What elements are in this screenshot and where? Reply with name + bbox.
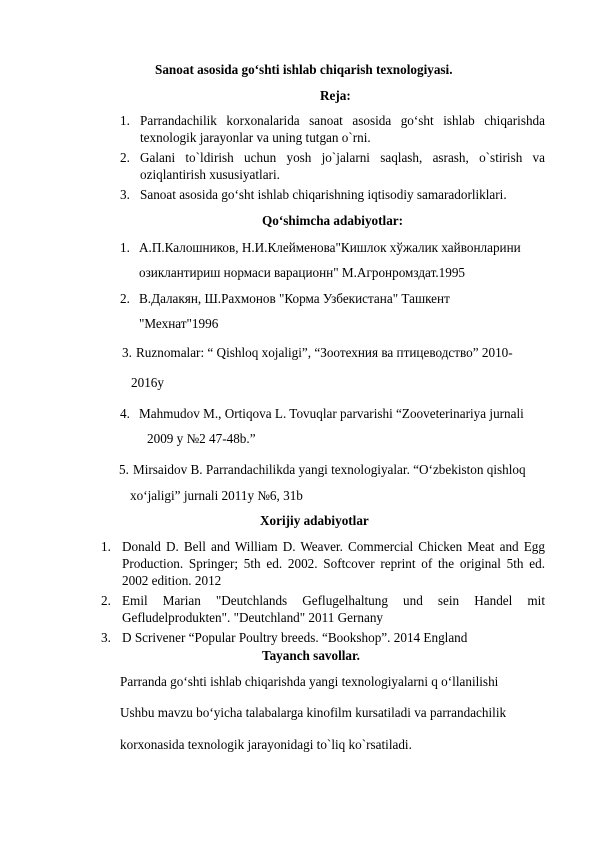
- questions-line: Parranda go‘shti ishlab chiqarishda yangi texnologiyalarni q o‘llanilishi: [120, 674, 499, 689]
- extra-lit-text: Mirsaidov B. Parrandachilikda yangi texnologiyalar. “O‘zbekiston qishloq: [133, 462, 526, 477]
- plan-item-number: 3.: [120, 187, 130, 202]
- foreign-lit-number: 1.: [101, 539, 111, 554]
- extra-lit-number: 5.: [119, 462, 129, 477]
- plan-item-number: 1.: [120, 113, 130, 128]
- extra-lit-text: "Мехнат"1996: [139, 316, 219, 331]
- plan-item-text: Parrandachilik korxonalarida sanoat asosida go‘sht ishlab chiqarishda: [140, 113, 545, 128]
- extra-lit-text: В.Дaлакян, Ш.Рахмонов "Корма Узбекистана" Ташкент: [139, 291, 450, 306]
- questions-heading: Tayanch savollar.: [262, 648, 360, 663]
- document-title: Sanoat asosida go‘shti ishlab chiqarish texnologiyasi.: [155, 62, 453, 77]
- plan-item-text: oziqlantirish xususiyatlari.: [140, 167, 280, 182]
- foreign-lit-text: Gefludelprodukten". "Deutchland" 2011 Gernany: [122, 610, 384, 625]
- foreign-lit-number: 2.: [101, 593, 111, 608]
- extra-lit-text: 2009 y №2 47-48b.”: [147, 431, 256, 446]
- foreign-lit-text: Production. Springer; 5th ed. 2002. Softcover reprint of the original 5th ed.: [122, 556, 545, 571]
- extra-lit-text: А.П.Калошников, Н.И.Клейменова"Кишлок хўжалик хайвонларини: [139, 240, 521, 255]
- plan-item-text: Galani to`ldirish uchun yosh jo`jalarni saqlash, asrash, o`stirish va: [140, 150, 545, 165]
- foreign-lit-text: 2002 edition. 2012: [122, 573, 222, 588]
- questions-line: korxonasida texnologik jarayonidagi to`liq ko`rsatiladi.: [120, 737, 412, 752]
- foreign-lit-text: D Scrivener “Popular Poultry breeds. “Bookshop”. 2014 England: [122, 630, 468, 645]
- extra-lit-text: xo‘jaligi” jurnali 2011y №6, 31b: [130, 488, 303, 503]
- plan-item-text: texnologik jarayonlar va uning tutgan o`rni.: [140, 130, 371, 145]
- extra-lit-number: 3.: [122, 345, 132, 360]
- foreign-literature-heading: Xorijiy adabiyotlar: [260, 513, 369, 528]
- foreign-lit-text: Emil Marian "Deutchlands Geflugelhaltung und sein Handel mit: [122, 593, 545, 608]
- extra-lit-text: озиклантириш нормаси варационн" М.Агронромздат.1995: [139, 265, 466, 280]
- extra-literature-heading: Qo‘shimcha adabiyotlar:: [262, 213, 404, 228]
- extra-lit-number: 2.: [120, 291, 130, 306]
- questions-line: Ushbu mavzu bo‘yicha talabalarga kinofilm kursatiladi va parrandachilik: [120, 705, 507, 720]
- foreign-lit-number: 3.: [101, 630, 111, 645]
- extra-lit-number: 4.: [120, 406, 130, 421]
- extra-lit-text: Ruznomalar: “ Qishloq xojaligi”, “Зоотехния ва птицеводство” 2010-: [136, 345, 513, 360]
- extra-lit-text: Mahmudov M., Ortiqova L. Tovuqlar parvarishi “Zooveterinariya jurnali: [139, 406, 524, 421]
- plan-item-text: Sanoat asosida go‘sht ishlab chiqarishning iqtisodiy samaradorliklari.: [140, 187, 507, 202]
- extra-lit-text: 2016y: [131, 375, 164, 390]
- plan-item-number: 2.: [120, 150, 130, 165]
- foreign-lit-text: Donald D. Bell and William D. Weaver. Commercial Chicken Meat and Egg: [122, 539, 545, 554]
- plan-heading: Reja:: [320, 88, 351, 103]
- extra-lit-number: 1.: [120, 240, 130, 255]
